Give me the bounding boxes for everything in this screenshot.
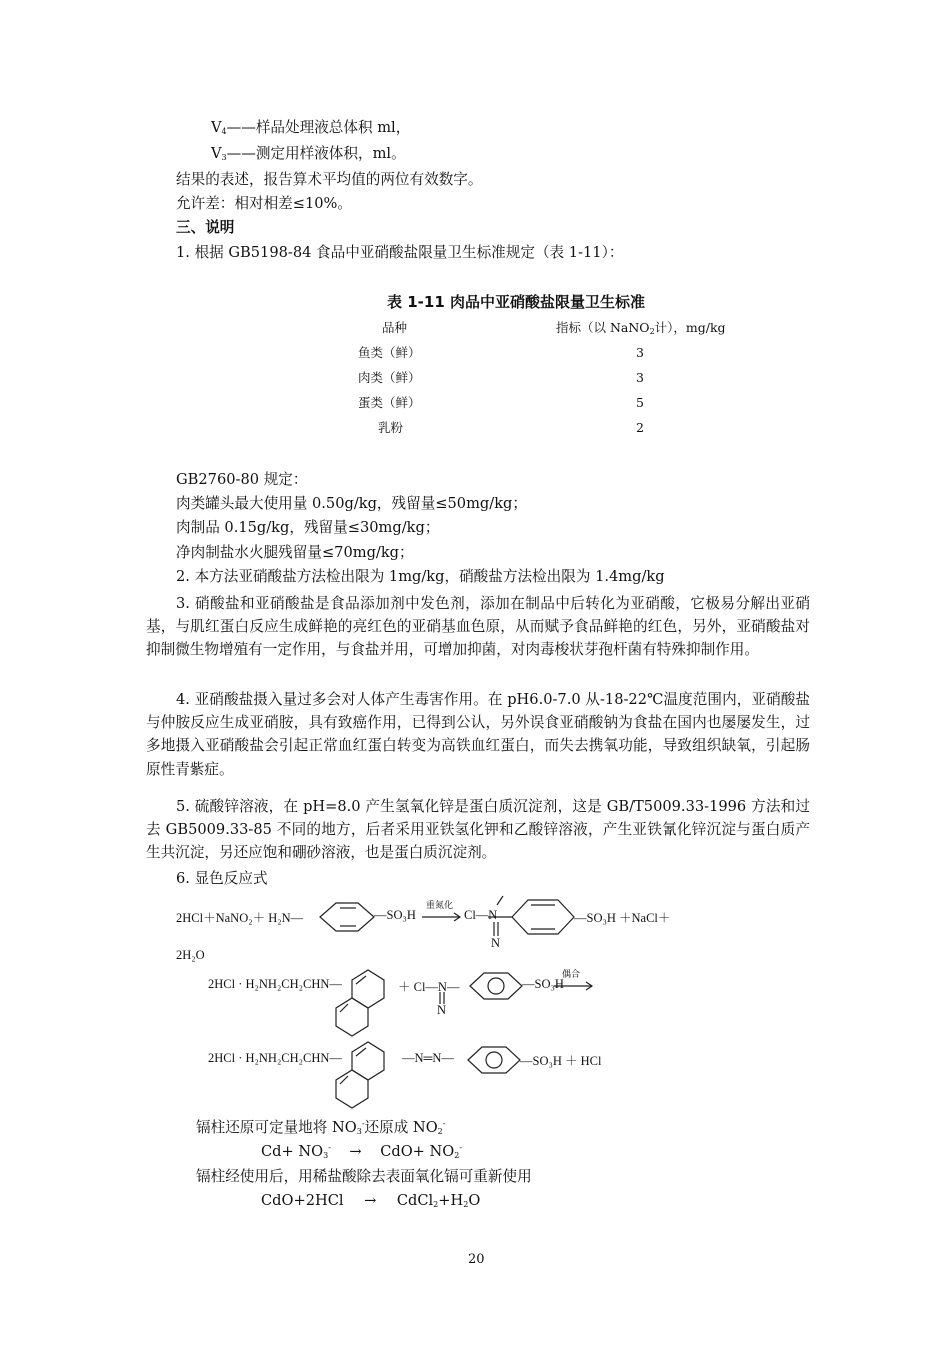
table-header-variety: 品种: [382, 320, 408, 335]
naphthalene-ring: [352, 970, 384, 1008]
reaction-1-diazonium: Cl—N: [464, 908, 498, 922]
cadmium-intro: 镉柱还原可定量地将 $NO_3^-$还原成 $NO_2^-$: [196, 1119, 446, 1136]
result-text: 结果的表述，报告算术平均值的两位有效数字。: [176, 171, 483, 188]
gb2760-line-3: 净肉制盐水火腿残留量≤70mg/kg；: [176, 544, 414, 561]
item-1: 1. 根据 GB5198-84 食品中亚硝酸盐限量卫生标准规定（表 1-11）：: [176, 244, 624, 261]
reaction-3-azo: —N═N—: [402, 1051, 454, 1065]
gb2760-line-1: 肉类罐头最大使用量 0.50g/kg，残留量≤50mg/kg；: [176, 495, 527, 512]
page-number: 20: [468, 1252, 485, 1267]
table-row-name: 鱼类（鲜）: [358, 345, 421, 360]
table-header-index: 指标（以 NaNO$_2$计），mg/kg: [556, 320, 726, 336]
section-heading: 三、说明: [176, 219, 235, 236]
table-row-value: 5: [636, 395, 644, 410]
table-row-value: 2: [636, 420, 644, 435]
item-5: 5. 硫酸锌溶液，在 pH=8.0 产生氢氧化锌是蛋白质沉淀剂，这是 GB/T5009.33-1996 方法和过去 GB5009.33-85 不同的地方，后者采用亚铁氢化钾和乙酸锌溶液，产生亚铁氰化锌沉淀与蛋白质产生共沉淀，另还应饱和硼砂溶液，也是蛋白质沉淀剂。: [146, 798, 810, 862]
item-2: 2. 本方法亚硝酸盐方法检出限为 1mg/kg，硝酸盐方法检出限为 1.4mg/kg: [176, 568, 665, 585]
reaction-2-so3h: —SO₃H: [522, 977, 564, 991]
item-6: 6. 显色反应式: [176, 870, 268, 887]
table-row-value: 3: [636, 370, 644, 385]
table-row-name: 蛋类（鲜）: [358, 395, 421, 410]
cadmium-equation-2: $CdO+2HCl \to CdCl_2+H_2O$: [261, 1192, 481, 1209]
benzene-ring: [470, 973, 522, 999]
naphthalene-ring: [352, 1042, 384, 1080]
reaction-3-amine: 2HCl · H₂NH₂CH₂CHN—: [208, 1051, 342, 1065]
reaction-1-reactants: 2HCl＋NaNO₂＋ H₂N—: [176, 911, 304, 925]
table-row-name: 乳粉: [378, 420, 404, 435]
reaction-1-so3h: —SO₃H: [374, 908, 416, 922]
reaction-2-nitrogen: N: [437, 1003, 447, 1017]
tolerance-text: 允许差：相对相差≤10%。: [176, 195, 353, 212]
reaction-1-products: —SO₃H ＋NaCl＋: [574, 911, 671, 925]
benzene-ring: [468, 1047, 520, 1073]
table-row-name: 肉类（鲜）: [358, 370, 421, 385]
gb2760-intro: GB2760-80 规定：: [176, 471, 308, 488]
reaction-3-products: —SO₃H ＋ HCl: [520, 1054, 602, 1068]
reaction-1-water: 2H₂O: [176, 948, 205, 962]
cadmium-reuse-text: 镉柱经使用后，用稀盐酸除去表面氧化镉可重新使用: [196, 1168, 532, 1185]
reaction-1-nitrogen: N: [491, 936, 501, 950]
reaction-1-arrow-label: 重氮化: [426, 900, 454, 910]
reaction-2-amine: 2HCl · H₂NH₂CH₂CHN—: [208, 977, 342, 991]
gb2760-line-2: 肉制品 0.15g/kg，残留量≤30mg/kg；: [176, 519, 440, 536]
table-row-value: 3: [636, 345, 644, 360]
item-3: 3. 硝酸盐和亚硝酸盐是食品添加剂中发色剂，添加在制品中后转化为亚硝酸，它极易分解出亚硝基，与肌红蛋白反应生成鲜艳的亮红色的亚硝基血色原，从而赋予食品鲜艳的红色，另外，亚硝酸盐对抑制微生物增殖有一定作用，与食盐并用，可增加抑菌，对肉毒梭状芽孢杆菌有特殊抑制作用。: [146, 595, 810, 659]
item-4: 4. 亚硝酸盐摄入量过多会对人体产生毒害作用。在 pH6.0-7.0 从-18-22℃温度范围内，亚硝酸盐与仲胺反应生成亚硝胺，具有致癌作用，已得到公认，另外误食亚硝酸钠为食盐在国内也屡屡发生，过多地摄入亚硝酸盐会引起正常血红蛋白转变为高铁血红蛋白，而失去携氧功能，导致组织缺氧，引起肠原性青紫症。: [146, 691, 810, 778]
reaction-2-diazonium: ＋ Cl—N—: [398, 980, 460, 994]
variable-v3: $V_3——$测定用样液体积，ml。: [211, 145, 406, 162]
cadmium-equation-1: $Cd+ NO_3^- \to CdO+ NO_2^-$: [261, 1143, 463, 1160]
table-caption: 表 1-11 肉品中亚硝酸盐限量卫生标准: [387, 293, 645, 311]
variable-v4: $V_4——$样品处理液总体积 ml，: [211, 119, 411, 136]
benzene-ring: [320, 903, 374, 931]
reaction-2-arrow-label: 偶合: [562, 969, 581, 979]
